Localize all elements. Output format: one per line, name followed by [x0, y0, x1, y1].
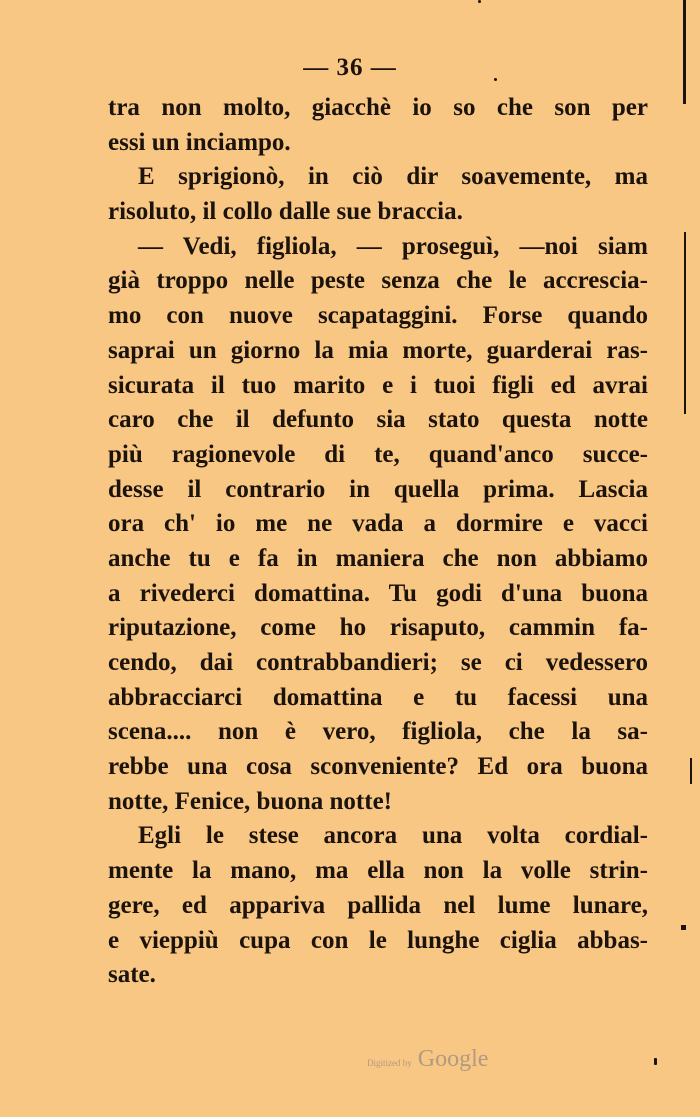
text-line: sate.: [108, 961, 156, 989]
margin-dot: [681, 925, 686, 930]
digitization-watermark: [367, 1046, 488, 1073]
text-line: anche tu e fa in maniera che non abbiamo: [108, 544, 648, 572]
text-line: — Vedi, figliola, — proseguì, —noi siam: [138, 232, 648, 260]
text-line: mente la mano, ma ella non la volle strin-: [108, 857, 648, 885]
body-text: [108, 91, 648, 993]
text-line: saprai un giorno la mia morte, guarderai ras-: [108, 336, 648, 364]
text-line: risoluto, il collo dalle sue braccia.: [108, 198, 463, 226]
text-line: scena.... non è vero, figliola, che la sa-: [108, 718, 648, 746]
text-line: desse il contrario in quella prima. Lascia: [108, 475, 648, 503]
text-line: sicurata il tuo marito e i tuoi figli ed avrai: [108, 371, 648, 399]
text-line: cendo, dai contrabbandieri; se ci vedessero: [108, 649, 648, 676]
text-line: ora ch' io me ne vada a dormire e vacci: [108, 510, 648, 538]
text-line: essi un inciampo.: [108, 128, 291, 156]
text-line: più ragionevole di te, quand'anco succe-: [108, 440, 648, 468]
text-line: notte, Fenice, buona notte!: [108, 787, 392, 815]
text-line: tra non molto, giacchè io so che son per: [108, 94, 648, 121]
text-line: e vieppiù cupa con le lunghe ciglia abbas-: [108, 926, 648, 954]
text-line: E sprigionò, in ciò dir soavemente, ma: [138, 163, 648, 191]
watermark-prefix: Digitized by: [367, 1058, 412, 1068]
margin-rule: [683, 0, 686, 104]
text-line: caro che il defunto sia stato questa notte: [108, 406, 648, 434]
text-line: Egli le stese ancora una volta cordial-: [138, 822, 648, 850]
text-line: già troppo nelle peste senza che le accrescia-: [108, 267, 648, 295]
margin-tick: [690, 758, 692, 784]
ink-speck: [478, 0, 481, 3]
text-line: riputazione, come ho risaputo, cammin fa-: [108, 614, 648, 642]
text-line: a rivederci domattina. Tu godi d'una buona: [108, 579, 648, 607]
margin-rule: [684, 232, 686, 414]
ink-speck: [654, 1058, 657, 1065]
text-line: abbracciarci domattina e tu facessi una: [108, 683, 648, 711]
ink-speck: [494, 78, 497, 81]
text-line: gere, ed appariva pallida nel lume lunare,: [108, 891, 648, 919]
text-line: mo con nuove scapataggini. Forse quando: [108, 302, 648, 330]
page-number: — 36 —: [303, 54, 397, 81]
text-line: rebbe una cosa sconveniente? Ed ora buona: [108, 753, 648, 781]
watermark-brand: Google: [417, 1046, 489, 1072]
